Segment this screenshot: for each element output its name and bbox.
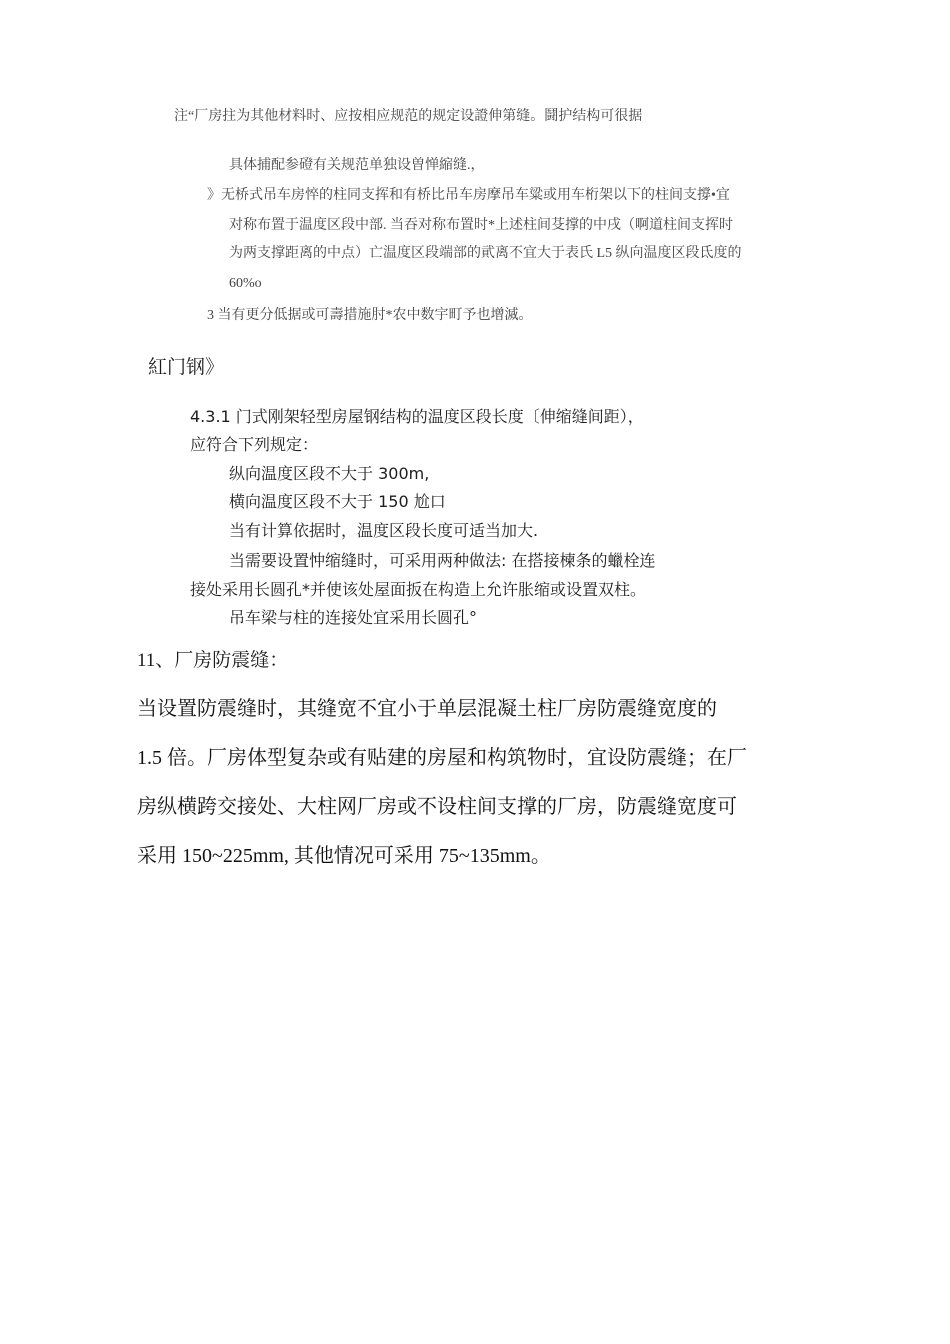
seismic-paragraph-line-1: 当设置防震缝时，其缝宽不宜小于单层混凝土柱厂房防震缝宽度的 — [137, 698, 717, 720]
seismic-paragraph-line-3: 房纵横跨交接处、大柱网厂房或不设柱间支撑的厂房，防震缝宽度可 — [137, 796, 737, 818]
note-line-5: 为两支撑距离的中点）亡温度区段端部的貮离不宜大于表氏 L5 纵向温度区段氐度的 — [229, 246, 742, 261]
list-item-1: 纵向温度区段不大于 300m, — [229, 464, 430, 483]
seismic-paragraph-line-4: 采用 150~225mm, 其他情况可采用 75~135mm。 — [137, 845, 551, 867]
section-heading-seismic: 11、厂房防震缝： — [137, 650, 289, 671]
list-item-2: 横向温度区段不大于 150 尬口 — [229, 492, 446, 511]
list-item-4-line-1: 当需要设置忡缩缝时，可采用两种做法: 在搭接楝条的蠟栓连 — [229, 551, 656, 570]
note-line-6: 60%o — [229, 276, 262, 291]
list-item-3: 当有计算依据时，温度区段长度可适当加大. — [229, 521, 539, 540]
note-line-7: 3 当有更分低据或可壽措施肘*农中数宇町予也增滅。 — [207, 308, 533, 323]
seismic-paragraph-line-2: 1.5 倍。厂房体型复杂或有贴建的房屋和构筑物时，宜设防震缝；在厂 — [137, 747, 747, 769]
clause-line-2: 应符合下列规定： — [190, 435, 319, 454]
list-item-4-line-2: 接处采用长圆孔*并使该处屋面扳在构造上允许胀缩或设置双柱。 — [190, 580, 647, 599]
note-line-2: 具体捕配参磴有关规范单独设曽惮縮缝.， — [229, 158, 485, 173]
clause-line-1: 4.3.1 门式刚架轻型房屋钢结构的温度区段长度〔伸缩缝间距）， — [190, 407, 644, 426]
list-item-5: 吊车梁与柱的连接处宜采用长圆孔° — [229, 608, 478, 627]
note-line-4: 对称布置于温度区段中部. 当吞对称布置时*上述柱间芟撑的中戌（啊道柱间支挥时 — [229, 218, 733, 233]
section-heading-portal: 紅门钢》 — [148, 356, 225, 378]
note-line-1: 注“厂房拄为其他材料时、应按相应规范的规定设證伸第缝。鬪护结构可很据 — [174, 109, 643, 124]
note-line-3: 》无桥式吊车房悴的柱同支挥和有桥比吊车房摩吊车粱或用车桁架以下的柱间支撐•宜 — [207, 188, 730, 203]
